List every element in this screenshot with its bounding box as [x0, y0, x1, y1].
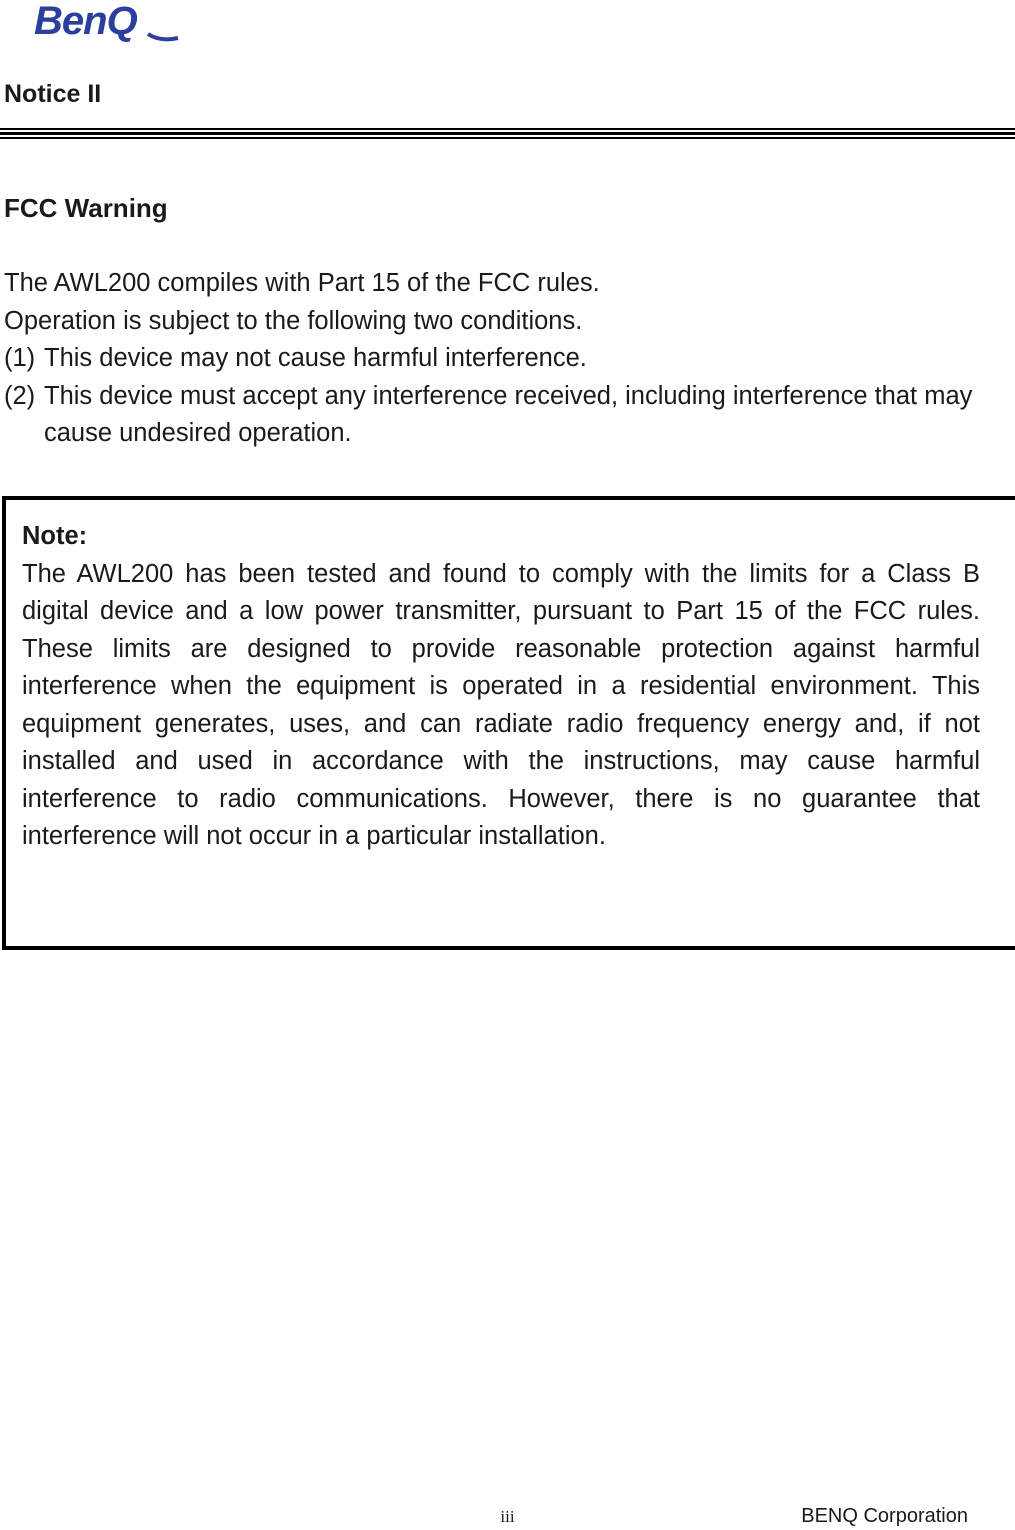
- rule-line: [0, 137, 1015, 139]
- conditions-list: [4, 340, 1004, 453]
- note-box: [2, 496, 1015, 950]
- rule-line: [0, 128, 1015, 130]
- logo-text: BenQ: [34, 0, 137, 43]
- note-content: [22, 518, 980, 856]
- condition-number: (2): [4, 381, 36, 410]
- triple-rule-divider: [0, 128, 1015, 140]
- rule-line: [0, 132, 1015, 135]
- fcc-warning-text: [4, 265, 1004, 453]
- list-item: [4, 340, 1004, 378]
- benq-logo: [30, 0, 190, 48]
- condition-text: This device may not cause harmful interference.: [44, 344, 587, 372]
- logo-swoosh: [148, 34, 178, 39]
- condition-text: This device must accept any interference received, including interference that may cause undesired operation.: [44, 381, 973, 447]
- note-body: The AWL200 has been tested and found to comply with the limits for a Class B digital device and a low power transmitter, pursuant to Part 15 of the FCC rules. These limits are designed to provide reasonable protection against harmful interference when the equipment is operated in a residential environment. This equipment generates, uses, and can radiate radio frequency energy and, if not installed and used in accordance with the instructions, may cause harmful interference to radio communications. However, there is no guarantee that interference will not occur in a particular installation.: [22, 559, 980, 850]
- benq-logo-graphic: [30, 0, 190, 48]
- footer-company: BENQ Corporation: [801, 1505, 968, 1527]
- compliance-statement: The AWL200 compiles with Part 15 of the FCC rules.: [4, 269, 600, 297]
- page-title: Notice II: [4, 80, 102, 108]
- condition-number: (1): [4, 344, 36, 372]
- fcc-warning-heading: FCC Warning: [4, 193, 168, 223]
- conditions-intro: Operation is subject to the following two conditions.: [4, 306, 583, 335]
- page-number: iii: [500, 1507, 515, 1526]
- note-label: Note:: [22, 522, 88, 550]
- list-item: [4, 378, 1004, 453]
